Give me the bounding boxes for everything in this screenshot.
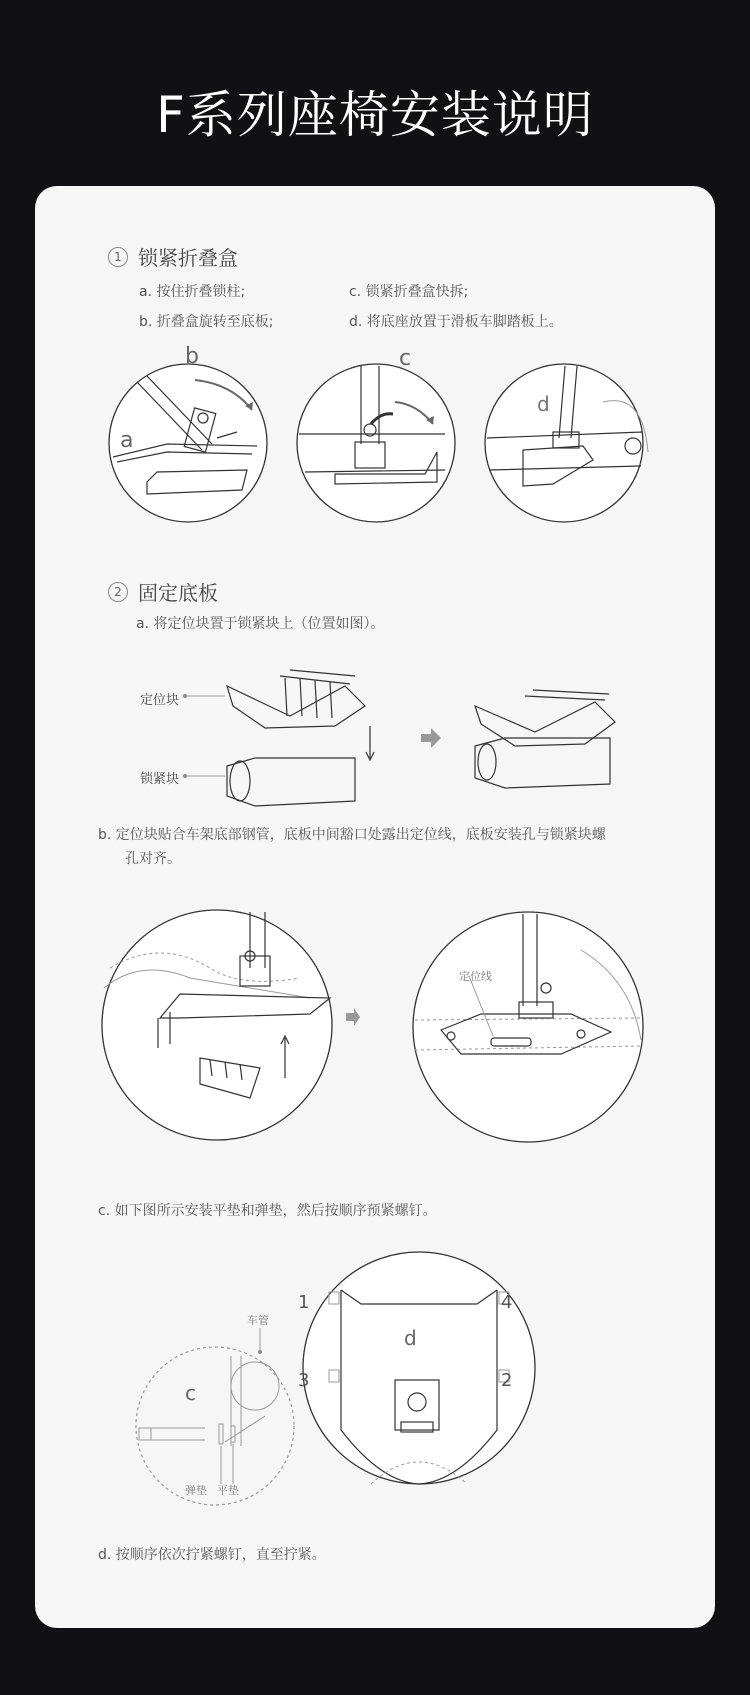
locking-block-label: 锁紧块 [140, 772, 180, 787]
bolt-number-4: 4 [501, 1292, 513, 1313]
step-2d: d. 按顺序依次拧紧螺钉，直至拧紧。 [98, 1547, 326, 1563]
label-a: a [120, 428, 134, 453]
tube-label: 车管 [247, 1314, 269, 1327]
baseplate-diagram-before [100, 908, 334, 1142]
spring-washer-label: 弹垫 [185, 1484, 207, 1497]
baseplate-diagram-after [411, 910, 645, 1144]
fold-box-diagram-3 [483, 362, 645, 524]
step-2c: c. 如下图所示安装平垫和弹垫，然后按顺序预紧螺钉。 [98, 1203, 437, 1219]
positioning-block-diagram [185, 666, 725, 806]
detail-c-label: c [185, 1381, 196, 1405]
step-2a: a. 将定位块置于锁紧块上（位置如图）。 [136, 616, 385, 632]
section-1-title: 锁紧折叠盒 [138, 246, 238, 270]
step-2b-line2: 孔对齐。 [125, 851, 181, 867]
arrow-icon [346, 1008, 360, 1026]
section-2-heading [108, 577, 218, 606]
fold-box-diagram-2 [295, 362, 457, 524]
section-1-number: 1 [108, 247, 128, 267]
section-1-heading [108, 242, 238, 271]
label-d: d [537, 392, 550, 416]
label-c: c [399, 346, 412, 371]
step-2b-line1: b. 定位块贴合车架底部钢管，底板中间豁口处露出定位线，底板安装孔与锁紧块螺 [98, 827, 606, 843]
step-1c: c. 锁紧折叠盒快拆; [349, 284, 469, 300]
bolt-number-1: 1 [298, 1292, 310, 1313]
label-b: b [185, 344, 199, 369]
flat-washer-label: 平垫 [217, 1484, 239, 1497]
detail-d-label: d [404, 1326, 417, 1350]
section-2-number: 2 [108, 582, 128, 602]
bolt-number-2: 2 [501, 1370, 513, 1391]
positioning-line-label: 定位线 [459, 970, 492, 983]
page-title: F系列座椅安装说明 [156, 86, 594, 144]
bolt-number-3: 3 [298, 1370, 310, 1391]
step-1a: a. 按住折叠锁柱; [139, 284, 246, 300]
section-2-title: 固定底板 [138, 581, 218, 605]
positioning-block-label: 定位块 [140, 693, 180, 708]
instruction-card [35, 186, 715, 1628]
washer-detail-diagram [135, 1346, 295, 1506]
step-1d: d. 将底座放置于滑板车脚踏板上。 [349, 314, 563, 330]
tube-leader [257, 1328, 267, 1354]
step-1b: b. 折叠盒旋转至底板; [139, 314, 274, 330]
bolt-order-diagram [301, 1250, 537, 1486]
